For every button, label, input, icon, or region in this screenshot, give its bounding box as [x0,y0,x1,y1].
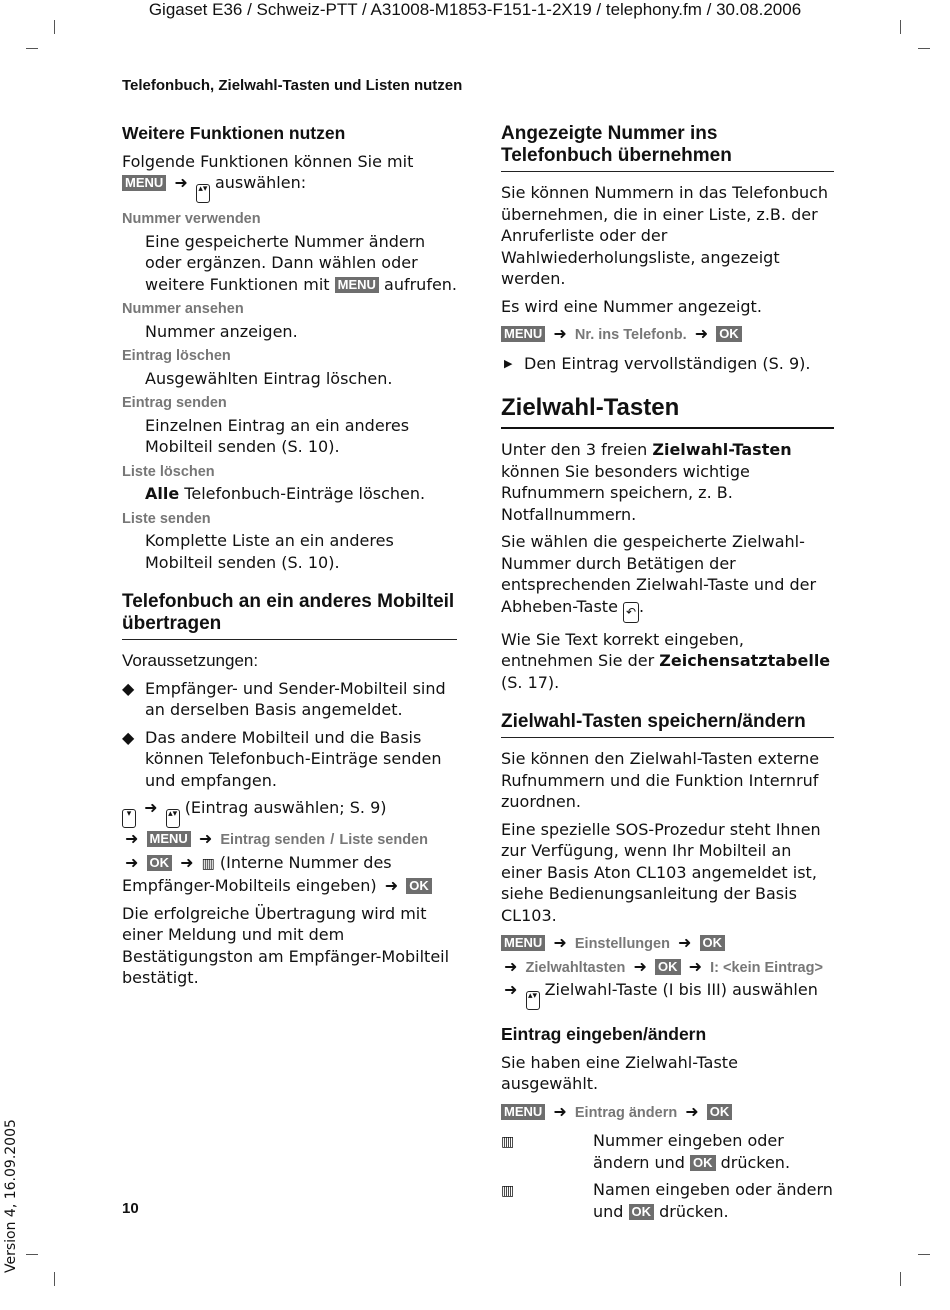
option-description [122,483,457,505]
option-liste-senden: Liste senden [122,510,211,527]
procedure-steps [122,797,457,897]
crop-mark [54,20,55,34]
menu-key: MENU [335,277,379,293]
paragraph: Eine spezielle SOS-Prozedur steht Ihnen zur Verfügung, wenn Ihr Mobilteil an einer Basis Aton CL103 angemeldet ist, siehe Bedienungsanleitung der Basis CL103. [501,819,821,925]
arrow-icon: ➜ [198,829,213,848]
arrow-icon: ➜ [144,798,158,817]
running-title: Telefonbuch, Zielwahl-Tasten und Listen nutzen [122,77,463,94]
arrow-icon: ➜ [180,852,194,872]
prerequisites-title: Voraussetzungen: [122,651,259,670]
menu-option-nr-ins-telefonb: Nr. ins Telefonb. [574,327,687,343]
triangle-bullet-icon: ▶ [504,356,513,370]
option-separator: / [330,832,335,848]
section-title-nummer-uebernehmen: Angezeigte Nummer ins Telefonbuch übernehmen [501,123,834,172]
intro-paragraph [122,151,457,204]
section-title-eintrag-eingeben: Eintrag eingeben/ändern [501,1024,707,1044]
keypad-icon: ▥ [201,855,215,872]
option-description [122,231,457,296]
procedure-steps [501,323,834,347]
keypad-icon: ▥ [501,1183,515,1199]
section-title-weitere-funktionen: Weitere Funktionen nutzen [122,123,346,143]
text: Unter den 3 freien [501,440,648,459]
option-eintrag-loeschen: Eintrag löschen [122,348,231,364]
arrow-icon: ➜ [504,956,518,976]
closing-paragraph: Die erfolgreiche Übertragung wird mit einer Meldung und mit dem Bestätigungston am Empfänger-Mobilteil bestätigt. [122,903,450,987]
arrow-icon: ➜ [504,980,518,999]
step-text: (Eintrag auswählen; S. 9) [184,798,387,817]
prerequisite-item [122,678,457,721]
crop-mark [26,1254,38,1255]
option-description: Ausgewählten Eintrag löschen. [145,368,393,388]
diamond-bullet-icon: ◆ [122,678,135,698]
menu-key: MENU [147,831,191,847]
paragraph: Sie können den Zielwahl-Tasten externe Rufnummern und die Funktion Internruf zuordnen. [501,749,820,811]
prerequisite-item [122,727,457,792]
navigation-key-down-icon: ▾ [122,809,136,828]
text: Nummer eingeben oder ändern und [593,1131,784,1172]
arrow-icon: ➜ [678,933,692,952]
instruction-row [501,1179,834,1222]
step-text: Zielwahl-Taste (I bis III) auswählen [544,980,818,999]
navigation-key-icon: ▴▾ [196,184,210,203]
document-header: Gigaset E36 / Schweiz-PTT / A31008-M1853-F151-1-2X19 / telephony.fm / 30.08.2006 [148,0,802,19]
procedure-steps [501,1101,834,1125]
arrow-icon: ➜ [125,829,139,848]
text: Wie Sie Text korrekt eingeben, entnehmen Sie der [501,629,744,670]
menu-key: MENU [122,175,166,191]
option-eintrag-senden: Eintrag senden [122,395,227,411]
description-tail: aufrufen. [384,274,458,294]
description-text: Telefonbuch-Einträge löschen. [184,484,426,503]
text: (S. 17). [501,672,560,692]
arrow-icon: ➜ [553,933,567,952]
option-description: Komplette Liste an ein anderes Mobilteil senden (S. 10). [145,531,394,572]
step-item [501,353,834,375]
arrow-icon: ➜ [384,876,399,895]
bold-text: Zielwahl-Tasten [652,440,792,459]
step-text: Den Eintrag vervollständigen (S. 9). [524,353,811,373]
paragraph: Sie wählen die gespeicherte Zielwahl-Nummer durch Betätigen der entsprechenden Zielwahl-Taste und der Abheben-Taste ↶ . [501,531,834,623]
paragraph: Sie können Nummern in das Telefonbuch übernehmen, die in einer Liste, z.B. der Anruferliste oder der Wahlwiederholungsliste, angezeigt werden. [501,183,829,288]
menu-option-liste-senden: Liste senden [339,832,428,848]
section-title-zielwahl-tasten: Zielwahl-Tasten [501,394,834,429]
ok-key: OK [707,1104,733,1120]
crop-mark [918,1254,930,1255]
menu-option-einstellungen: Einstellungen [574,936,670,952]
instruction-text [593,1130,834,1173]
paragraph: Sie haben eine Zielwahl-Taste ausgewählt. [501,1052,738,1093]
ok-key: OK [147,855,173,871]
ok-key: OK [690,1155,716,1171]
option-description: Nummer anzeigen. [145,321,298,341]
crop-mark [900,20,901,34]
prerequisite-text: Empfänger- und Sender-Mobilteil sind an derselben Basis angemeldet. [145,678,446,719]
ok-key: OK [716,326,742,342]
text: drücken. [720,1152,791,1172]
crop-mark [900,1272,901,1286]
arrow-icon: ➜ [633,956,647,976]
menu-option-kein-eintrag: I: <kein Eintrag> [710,959,823,976]
crop-mark [918,48,930,49]
bold-text: Zeichensatztabelle [659,651,831,670]
option-nummer-ansehen: Nummer ansehen [122,301,244,317]
menu-key: MENU [501,326,545,342]
arrow-icon: ➜ [125,852,139,872]
navigation-key-icon: ▴▾ [526,991,540,1010]
description-text: Eine gespeicherte Nummer ändern oder ergänzen. Dann wählen oder weitere Funktionen mit [145,231,426,294]
intro-text-tail: auswählen: [214,173,307,192]
left-column [122,123,457,995]
menu-option-eintrag-aendern: Eintrag ändern [574,1104,678,1121]
procedure-steps [501,932,834,1010]
intro-text: Folgende Funktionen können Sie mit [122,151,414,171]
hook-key-icon: ↶ [623,602,639,623]
option-nummer-verwenden: Nummer verwenden [122,211,261,227]
text: Sie wählen die gespeicherte Zielwahl-Nummer durch Betätigen der entsprechenden Zielwahl-Taste und der Abheben-Taste [501,532,817,616]
menu-option-zielwahltasten: Zielwahltasten [525,959,626,976]
ok-key: OK [629,1204,655,1220]
arrow-icon: ➜ [174,173,188,192]
step-text: (Interne Nummer des Empfänger-Mobilteils eingeben) [122,852,392,895]
option-liste-loeschen: Liste löschen [122,463,215,480]
instruction-text [593,1179,834,1222]
text: Namen eingeben oder ändern und [593,1180,833,1221]
menu-key: MENU [501,1104,545,1120]
menu-option-eintrag-senden: Eintrag senden [220,832,326,848]
text: drücken. [659,1201,729,1221]
arrow-icon: ➜ [685,1101,699,1121]
text: können Sie besonders wichtige Rufnummern speichern, z. B. Notfallnummern. [501,461,750,524]
instruction-row [501,1130,834,1173]
paragraph [501,439,834,525]
arrow-icon: ➜ [553,324,567,343]
section-title-zielwahl-speichern: Zielwahl-Tasten speichern/ändern [501,711,834,738]
ok-key: OK [700,935,726,951]
ok-key: OK [655,959,681,975]
option-description: Einzelnen Eintrag an ein anderes Mobilteil senden (S. 10). [145,415,410,456]
right-column [501,123,834,1228]
navigation-key-icon: ▴▾ [166,809,180,828]
menu-key: MENU [501,935,545,951]
page-number: 10 [122,1200,139,1217]
section-title-telefonbuch-uebertragen: Telefonbuch an ein anderes Mobilteil übertragen [122,591,457,640]
prerequisite-text: Das andere Mobilteil und die Basis können Telefonbuch-Einträge senden und empfangen. [145,727,442,790]
ok-key: OK [406,878,432,894]
description-bold: Alle [145,484,180,503]
paragraph [501,629,834,694]
arrow-icon: ➜ [553,1101,567,1121]
crop-mark [26,48,38,49]
paragraph: Es wird eine Nummer angezeigt. [501,296,762,316]
arrow-icon: ➜ [694,324,709,343]
arrow-icon: ➜ [688,956,703,976]
version-text: Version 4, 16.09.2005 [3,1119,19,1273]
diamond-bullet-icon: ◆ [122,727,135,747]
crop-mark [54,1272,55,1286]
keypad-icon: ▥ [501,1134,515,1150]
